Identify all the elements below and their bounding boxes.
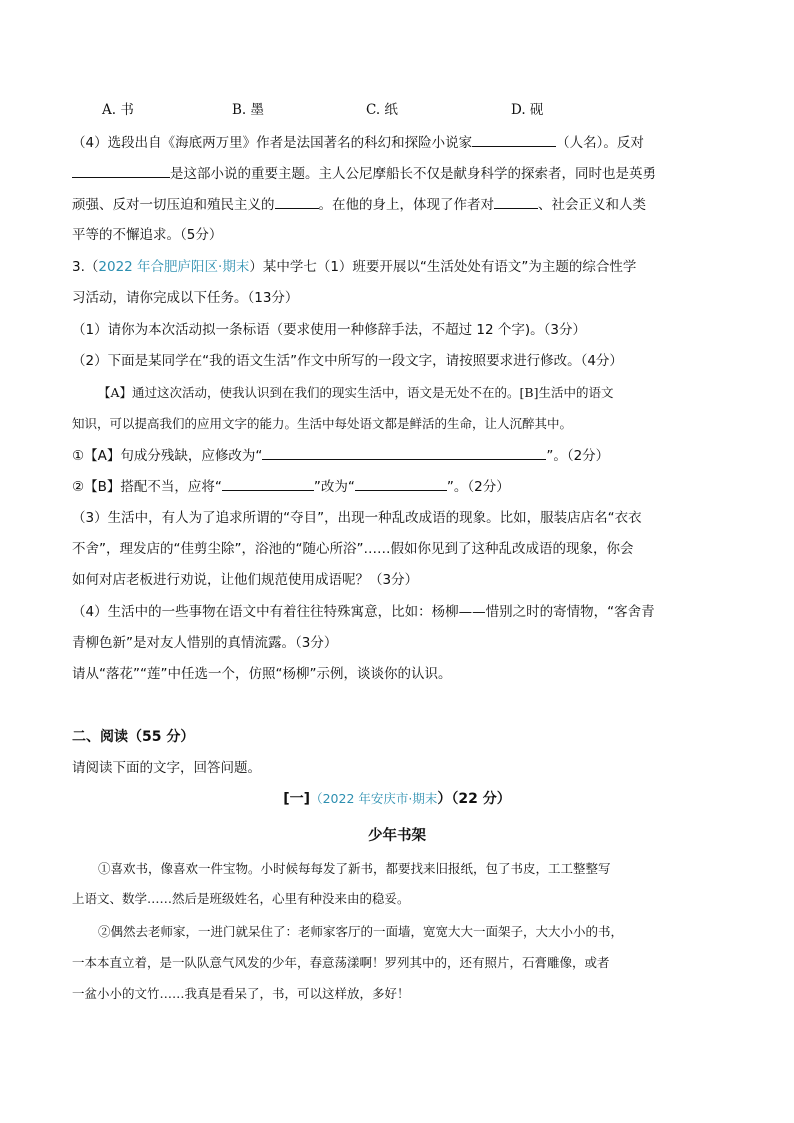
option-a: A. 书 [102, 102, 134, 118]
q4-line-3 [72, 194, 646, 215]
sub-question-3-line-1: （3）生活中，有人为了追求所谓的“夺目”，出现一种乱改成语的现象。比如，服装店店名“衣衣 [72, 510, 642, 526]
fix-b-text-2: ”改为“ [313, 479, 355, 495]
blank-theme[interactable] [72, 163, 170, 178]
option-c: C. 纸 [366, 102, 398, 118]
article-p2-line-3: 一盆小小的文竹……我真是看呆了，书，可以这样放，多好！ [72, 986, 410, 1001]
sub-question-3-line-2: 不舍”，理发店的“佳剪尘除”，浴池的“随心所浴”……假如你见到了这种乱改成语的现象，你会 [72, 541, 634, 557]
blank-fix-b-to[interactable] [355, 476, 447, 491]
fix-b-text-3: ”。（2分） [446, 479, 510, 495]
q4-text-1: （4）选段出自《海底两万里》作者是法国著名的科幻和探险小说家 [72, 135, 473, 151]
article-p1-line-1: ①喜欢书，像喜欢一件宝物。小时候每每发了新书，都要找来旧报纸，包了书皮，工工整整写 [98, 861, 611, 876]
q4-line-4: 平等的不懈追求。（5分） [72, 227, 223, 243]
part-label: [一] [283, 791, 311, 807]
q4-line-2 [72, 163, 656, 184]
q3-number: 3.（ [72, 259, 99, 275]
part-source: 2022 年安庆市·期末 [322, 791, 438, 806]
blank-fix-b-from[interactable] [222, 476, 314, 491]
q3-heading [72, 257, 636, 277]
option-d: D. 砚 [511, 102, 544, 118]
q4-text-4: 顽强、反对一切压迫和殖民主义的 [72, 197, 275, 213]
q3-text: ）某中学七（1）班要开展以“生活处处有语文”为主题的综合性学 [249, 259, 637, 275]
sub-question-4-line-1: （4）生活中的一些事物在语文中有着往往特殊寓意，比如：杨柳——惜别之时的寄情物，“客舍青 [72, 604, 655, 620]
q4-line-1 [72, 132, 644, 153]
blank-fix-a[interactable] [262, 445, 546, 460]
q4-text-2: （人名）。反对 [556, 135, 644, 151]
blank-pursuit[interactable] [494, 194, 538, 209]
blank-trait[interactable] [275, 194, 319, 209]
part-heading [0, 789, 794, 809]
passage-line-1: 【A】通过这次活动，使我认识到在我们的现实生活中，语文是无处不在的。[B]生活中的语文 [98, 385, 614, 400]
fix-a-text-2: ”。（2分） [546, 448, 610, 464]
q3-line-2: 习活动，请你完成以下任务。（13分） [72, 290, 299, 306]
sub-question-2: （2）下面是某同学在“我的语文生活”作文中所写的一段文字，请按照要求进行修改。（4分） [72, 353, 623, 369]
part-paren-open: （ [310, 791, 323, 806]
option-b: B. 墨 [232, 102, 265, 118]
fix-a-text-1: ①【A】句成分残缺，应修改为“ [72, 448, 263, 464]
sub-question-1: （1）请你为本次活动拟一条标语（要求使用一种修辞手法，不超过 12 个字)。（3分） [72, 322, 586, 338]
sub-question-3-line-3: 如何对店老板进行劝说，让他们规范使用成语呢？（3分） [72, 572, 419, 588]
q3-source: 2022 年合肥庐阳区·期末 [98, 259, 250, 275]
section-instruction: 请阅读下面的文字，回答问题。 [72, 760, 261, 776]
q4-text-6: 、社会正义和人类 [538, 197, 646, 213]
sub-question-4-line-3: 请从“落花”“莲”中任选一个，仿照“杨柳”示例，谈谈你的认识。 [72, 666, 452, 682]
fix-b-text-1: ②【B】搭配不当，应将“ [72, 479, 222, 495]
section-title: 二、阅读（55 分） [72, 729, 195, 745]
q4-text-3: 是这部小说的重要主题。主人公尼摩船长不仅是献身科学的探索者，同时也是英勇 [170, 166, 656, 182]
article-title: 少年书架 [368, 828, 426, 844]
fix-a-line [72, 445, 609, 466]
passage-line-2: 知识，可以提高我们的应用文字的能力。生活中每处语文都是鲜活的生命，让人沉醉其中。 [72, 416, 573, 431]
blank-author[interactable] [472, 132, 556, 147]
article-p2-line-2: 一本本直立着，是一队队意气风发的少年，春意荡漾啊！罗列其中的，还有照片，石膏雕像，或者 [72, 955, 610, 970]
part-score: ）（22 分） [437, 791, 511, 807]
fix-b-line [72, 476, 510, 497]
sub-question-4-line-2: 青柳色新”是对友人惜别的真情流露。（3分） [72, 635, 338, 651]
article-p1-line-2: 上语文、数学……然后是班级姓名，心里有种没来由的稳妥。 [72, 891, 410, 906]
article-p2-line-1: ②偶然去老师家，一进门就呆住了：老师家客厅的一面墙，宽宽大大一面架子，大大小小的书， [98, 924, 624, 939]
q4-text-5: 。在他的身上，体现了作者对 [318, 197, 494, 213]
